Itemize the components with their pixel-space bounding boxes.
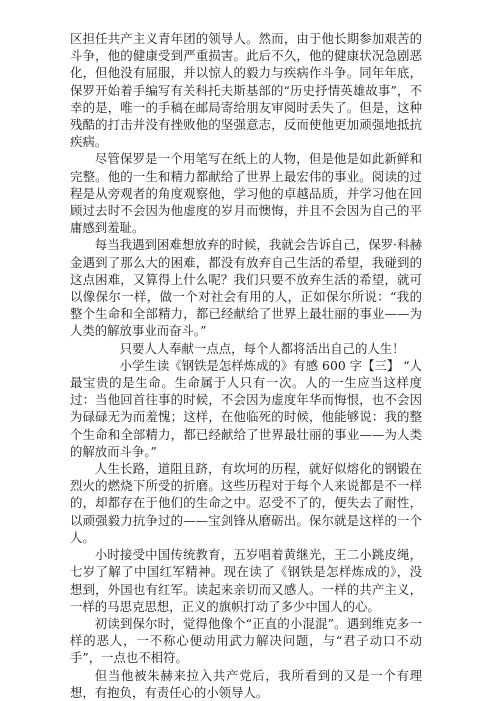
paragraph-1: 区担任共产主义青年团的领导人。然而，由于他长期参加艰苦的斗争，他的健康受到严重损害。此后不久，他的健康状况急剧恶化，但他没有屈服，并以惊人的毅力与疾病作斗争。同年年底，保罗开始着手编写有关科托夫斯基部的“历史抒情英雄故事”，不幸的是，唯一的手稿在邮局寄给朋友审阅时丢失了。但是，这种残酷的打击并没有挫败他的坚强意志，反而使他更加顽强地抵抗疾病。 <box>70 31 422 150</box>
document-page <box>70 30 422 701</box>
paragraph-4: 只要人人奉献一点点，每个人都将活出自己的人生！ <box>119 340 405 356</box>
paragraph-2: 尽管保罗是一个用笔写在纸上的人物，但是他是如此新鲜和完整。他的一生和精力都献给了世界上最宏伟的事业。阅读的过程是从旁观者的角度观察他，学习他的卓越品质，并学习他在回顾过去时不会因为他虚度的岁月而懊悔，并且不会因为自己的平庸感到羞耻。 <box>70 151 422 236</box>
paragraph-6: 人生长路，道阻且跻，有坎坷的历程，就好似熔化的钢锻在烈火的燃烧下所受的折磨。这些历程对于每个人来说都是不一样的，却都存在于他们的生命之中。忍受不了的，便失去了耐性，以顽强毅力抗争过的——宝剑锋从磨砺出。保尔就是这样的一个人。 <box>70 461 422 545</box>
paragraph-5-title: 小学生读《钢铁是怎样炼成的》有感 600 字【三】 “人最宝贵的是生命。生命属于人只有一次。人的一生应当这样度过：当他回首往事的时候，不会因为虚度年华而悔恨，也不会因为碌碌无为而羞愧；这样，在他临死的时候，他能够说：我的整个生命和全部精力，都已经献给了世界最壮丽的事业——为人类的解放而斗争。” <box>70 357 422 459</box>
paragraph-9: 但当他被朱赫来拉入共产党后，我所看到的又是一个有理想，有抱负，有责任心的小领导人。 <box>70 667 422 700</box>
paragraph-3: 每当我遇到困难想放弃的时候，我就会告诉自己，保罗·科赫金遇到了那么大的困难，都没有放弃自己生活的希望，我碰到的这点困难，又算得上什么呢？我们只要不放弃生活的希望，就可以像保尔一样，做一个对社会有用的人，正如保尔所说：“我的整个生命和全部精力，都已经献给了世界上最壮丽的事业——为人类的解放事业而奋斗。” <box>70 237 422 339</box>
paragraph-7: 小时接受中国传统教育，五岁唱着黄继光，王二小跳皮绳，七岁了解了中国红军精神。现在读了《钢铁是怎样炼成的》，没想到，外国也有红军。读起来亲切而又感人。一样的共产主义，一样的马思克思想，正义的旗帜打动了多少中国人的心。 <box>70 547 422 614</box>
paragraph-8: 初读到保尔时，觉得他像个“正直的小混混”。遇到维克多一样的恶人，一不称心便动用武力解决问题，与“君子动口不动手”，一点也不相符。 <box>70 615 422 666</box>
